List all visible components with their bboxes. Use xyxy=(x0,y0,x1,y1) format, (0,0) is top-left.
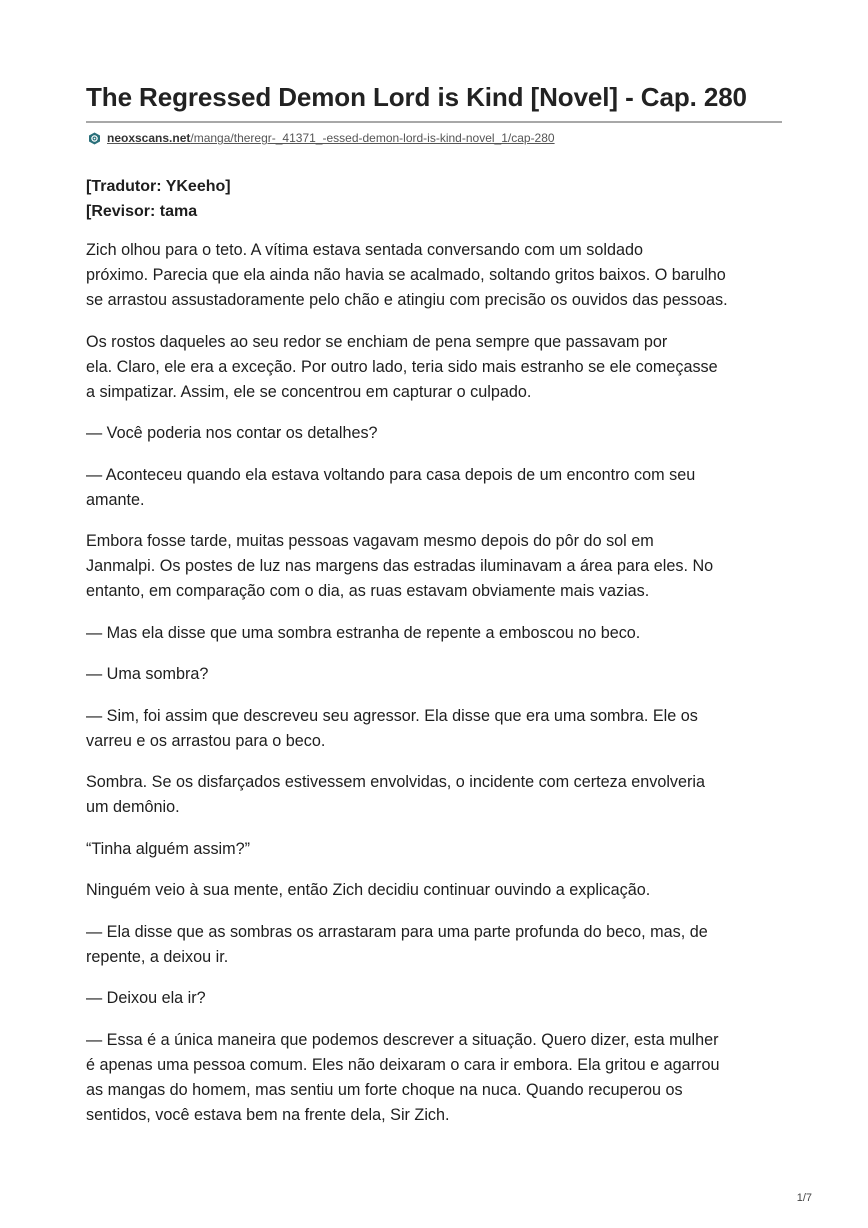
paragraph xyxy=(86,837,786,862)
paragraph-line: varreu e os arrastou para o beco. xyxy=(86,731,326,750)
source-domain: neoxscans.net xyxy=(107,131,191,145)
paragraph-line: — Ela disse que as sombras os arrastaram para uma parte profunda do beco, mas, de xyxy=(86,922,708,941)
paragraph-line: “Tinha alguém assim?” xyxy=(86,839,251,858)
paragraph xyxy=(86,621,786,646)
paragraph xyxy=(86,330,786,405)
paragraph xyxy=(86,704,786,754)
paragraph xyxy=(86,662,786,687)
globe-icon xyxy=(88,132,101,145)
paragraph xyxy=(86,421,786,446)
paragraph xyxy=(86,986,786,1011)
paragraph-line: amante. xyxy=(86,490,145,509)
credits-block xyxy=(86,174,231,224)
title-divider xyxy=(86,121,782,123)
paragraph xyxy=(86,770,786,820)
paragraph xyxy=(86,920,786,970)
paragraph-line: Janmalpi. Os postes de luz nas margens das estradas iluminavam a área para eles. No xyxy=(86,557,714,575)
paragraph-line: — Sim, foi assim que descreveu seu agressor. Ela disse que era uma sombra. Ele os xyxy=(86,706,698,725)
page-indicator: 1/7 xyxy=(796,1192,812,1204)
paragraph xyxy=(86,463,786,513)
paragraph-line: se arrastou assustadoramente pelo chão e atingiu com precisão os ouvidos das pessoas. xyxy=(86,291,728,309)
paragraph xyxy=(86,1028,786,1128)
paragraph-line: é apenas uma pessoa comum. Eles não deixaram o cara ir embora. Ela gritou e agarrou xyxy=(86,1055,720,1074)
paragraph xyxy=(86,238,786,313)
reviser-credit: [Revisor: tama xyxy=(86,203,198,220)
page-title: The Regressed Demon Lord is Kind [Novel] - Cap. 280 xyxy=(86,82,747,112)
paragraph-line: Sombra. Se os disfarçados estivessem envolvidas, o incidente com certeza envolveria xyxy=(86,773,706,791)
paragraph-line: entanto, em comparação com o dia, as ruas estavam obviamente mais vazias. xyxy=(86,582,650,600)
paragraph-line: a simpatizar. Assim, ele se concentrou em capturar o culpado. xyxy=(86,382,532,401)
paragraph xyxy=(86,878,786,903)
source-url-link[interactable] xyxy=(107,131,555,145)
paragraph-line: próximo. Parecia que ela ainda não havia se acalmado, soltando gritos baixos. O barulho xyxy=(86,266,726,284)
paragraph-line: — Essa é a única maneira que podemos descrever a situação. Quero dizer, esta mulher xyxy=(86,1030,719,1049)
paragraph-line: as mangas do homem, mas sentiu um forte choque na nuca. Quando recuperou os xyxy=(86,1080,683,1099)
paragraph-line: sentidos, você estava bem na frente dela, Sir Zich. xyxy=(86,1105,450,1124)
paragraph-line: um demônio. xyxy=(86,798,180,816)
paragraph-line: — Deixou ela ir? xyxy=(86,989,206,1007)
paragraph-line: ela. Claro, ele era a exceção. Por outro lado, teria sido mais estranho se ele começasse xyxy=(86,357,718,376)
source-path: /manga/theregr-_41371_-essed-demon-lord-is-kind-novel_1/cap-280 xyxy=(190,131,555,145)
chapter-body xyxy=(86,238,786,1144)
paragraph-line: Embora fosse tarde, muitas pessoas vagavam mesmo depois do pôr do sol em xyxy=(86,532,654,550)
paragraph-line: Ninguém veio à sua mente, então Zich decidiu continuar ouvindo a explicação. xyxy=(86,881,651,899)
source-line xyxy=(88,129,555,147)
paragraph-line: — Você poderia nos contar os detalhes? xyxy=(86,424,378,442)
paragraph-line: repente, a deixou ir. xyxy=(86,947,229,966)
paragraph-line: — Uma sombra? xyxy=(86,665,209,683)
paragraph-line: Zich olhou para o teto. A vítima estava sentada conversando com um soldado xyxy=(86,241,643,259)
paragraph-line: — Mas ela disse que uma sombra estranha de repente a emboscou no beco. xyxy=(86,623,641,642)
paragraph-line: Os rostos daqueles ao seu redor se enchiam de pena sempre que passavam por xyxy=(86,332,668,351)
paragraph xyxy=(86,529,786,604)
translator-credit: [Tradutor: YKeeho] xyxy=(86,178,231,195)
paragraph-line: — Aconteceu quando ela estava voltando para casa depois de um encontro com seu xyxy=(86,465,696,484)
